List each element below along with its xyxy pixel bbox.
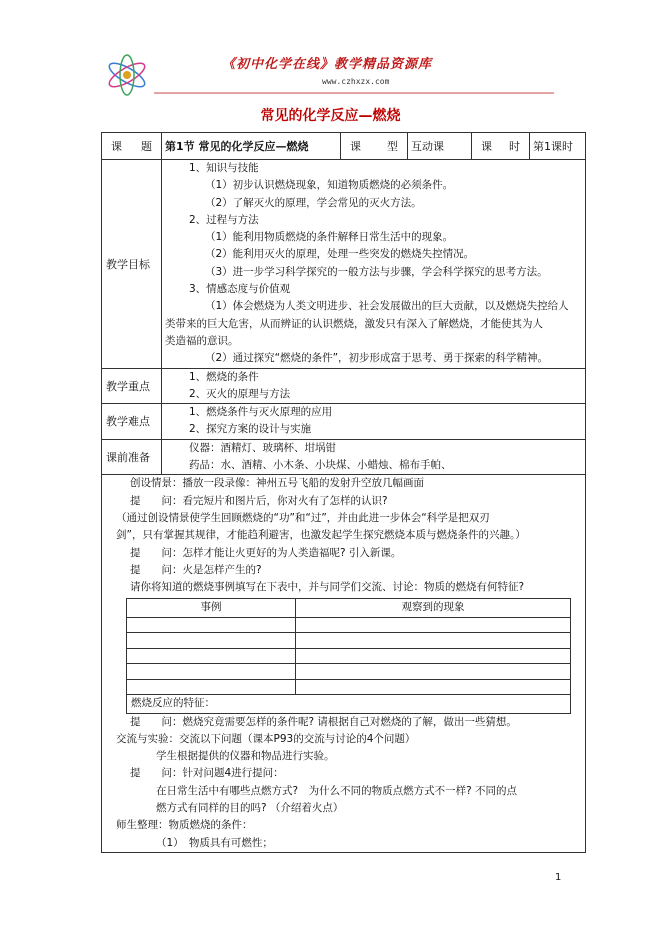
process-line: 师生整理：物质燃烧的条件：	[116, 819, 253, 832]
preparation-label: 课前准备	[102, 439, 162, 475]
cell[interactable]	[127, 633, 296, 649]
atom-logo-icon	[104, 52, 150, 98]
topic-label: 课 题	[102, 133, 162, 160]
objectives-content	[162, 160, 586, 369]
column-header: 观察到的现象	[296, 599, 571, 617]
key-points-row	[102, 368, 586, 404]
difficulty-line: 1、燃烧条件与灭火原理的应用	[189, 406, 333, 419]
lesson-plan-table	[101, 132, 586, 853]
key-point-line: 1、燃烧的条件	[189, 370, 259, 383]
process-line: 学生根据提供的仪器和物品进行实验。	[156, 750, 335, 763]
page-number: 1	[555, 872, 562, 883]
difficulties-label: 教学难点	[102, 404, 162, 440]
cell[interactable]	[127, 648, 296, 664]
process-line: 在日常生活中有哪些点燃方式? 为什么不同的物质点燃方式不一样? 不同的点	[156, 784, 517, 797]
cell[interactable]	[127, 664, 296, 680]
difficulty-line: 2、探究方案的设计与实施	[189, 423, 312, 436]
objective-line: （1）初步认识燃烧现象，知道物质燃烧的必须条件。	[205, 179, 454, 192]
observation-empty-row[interactable]	[127, 648, 571, 664]
objective-line: 3、情感态度与价值观	[189, 283, 291, 296]
combustion-features: 燃烧反应的特征：	[127, 695, 571, 713]
process-line: 交流与实验：交流以下问题（课本P93的交流与讨论的4个问题）	[116, 732, 416, 745]
key-point-line: 2、灭火的原理与方法	[189, 387, 291, 400]
objectives-label: 教学目标	[102, 160, 162, 369]
process-content	[102, 475, 586, 853]
column-header: 事例	[127, 599, 296, 617]
type-label: 课 型	[341, 133, 408, 160]
objective-line: （2）能利用灭火的原理，处理一些突发的燃烧失控情况。	[205, 248, 475, 261]
process-line: 提 问：火是怎样产生的?	[130, 563, 262, 576]
difficulties-row	[102, 404, 586, 440]
hours-label: 课 时	[472, 133, 530, 160]
process-row	[102, 475, 586, 853]
process-line: （通过创设情景使学生回顾燃烧的“功”和“过”，并由此进一步体会“科学是把双刃	[116, 511, 490, 524]
banner-url[interactable]: www.czhxzx.com	[322, 77, 390, 86]
process-line: 提 问：看完短片和图片后，你对火有了怎样的认识?	[130, 494, 388, 507]
process-line: 提 问：怎样才能让火更好的为人类造福呢? 引入新课。	[130, 546, 402, 559]
process-line: 提 问：燃烧究竟需要怎样的条件呢? 请根据自己对燃烧的了解，做出一些猜想。	[130, 715, 517, 728]
cell[interactable]	[296, 679, 571, 695]
objective-line: （3）进一步学习科学探究的一般方法与步骤，学会科学探究的思考方法。	[205, 265, 548, 278]
process-line: 请你将知道的燃烧事例填写在下表中，并与同学们交流、讨论：物质的燃烧有何特征?	[130, 581, 525, 594]
cell[interactable]	[296, 664, 571, 680]
cell[interactable]	[296, 617, 571, 633]
cell[interactable]	[127, 679, 296, 695]
objective-line: （1）体会燃烧为人类文明进步、社会发展做出的巨大贡献，以及燃烧失控给人	[205, 300, 569, 313]
banner-title: 《初中化学在线》教学精品资源库	[222, 57, 433, 72]
process-line: 提 问：针对问题4进行提问：	[130, 767, 284, 780]
process-line: （1） 物质具有可燃性；	[156, 836, 273, 849]
objective-line: 1、知识与技能	[189, 162, 259, 174]
process-line: 剑”，只有掌握其规律，才能趋利避害，也激发起学生探究燃烧本质与燃烧条件的兴趣。）	[116, 529, 526, 542]
observation-empty-row[interactable]	[127, 617, 571, 633]
banner-divider	[154, 92, 554, 94]
type-value: 互动课	[408, 133, 472, 160]
observation-header-row	[127, 599, 571, 617]
header-row	[102, 133, 586, 160]
header-banner	[104, 50, 556, 100]
cell[interactable]	[296, 633, 571, 649]
objective-line: （2）了解灭火的原理，学会常见的灭火方法。	[205, 196, 422, 209]
observation-empty-row[interactable]	[127, 679, 571, 695]
topic-value: 第1节 常见的化学反应—燃烧	[162, 133, 341, 160]
objective-line: 类造福的意识。	[165, 334, 239, 347]
page-title: 常见的化学反应—燃烧	[260, 108, 401, 124]
objective-line: （2）通过探究“燃烧的条件”，初步形成富于思考、勇于探索的科学精神。	[205, 352, 549, 365]
objective-line: 2、过程与方法	[189, 213, 259, 226]
preparation-line: 药品：水、酒精、小木条、小块煤、小蜡烛、棉布手帕、	[189, 459, 452, 472]
observation-empty-row[interactable]	[127, 664, 571, 680]
process-line: 创设情景：播放一段录像：神州五号飞船的发射升空放几幅画面	[130, 477, 424, 490]
key-points-label: 教学重点	[102, 368, 162, 404]
hours-value: 第1课时	[530, 133, 586, 160]
process-line: 燃方式有同样的目的吗? （介绍着火点）	[156, 802, 344, 814]
observation-table	[126, 598, 571, 713]
key-points-content	[162, 368, 586, 404]
difficulties-content	[162, 404, 586, 440]
preparation-line: 仪器：酒精灯、玻璃杯、坩埚钳	[189, 441, 336, 454]
objectives-row	[102, 160, 586, 369]
preparation-content	[162, 439, 586, 475]
objective-line: （1）能利用物质燃烧的条件解释日常生活中的现象。	[205, 231, 454, 244]
objective-line: 类带来的巨大危害，从而辨证的认识燃烧，激发只有深入了解燃烧，才能使其为人	[165, 317, 543, 330]
observation-empty-row[interactable]	[127, 633, 571, 649]
cell[interactable]	[127, 617, 296, 633]
observation-footer-row	[127, 695, 571, 713]
cell[interactable]	[296, 648, 571, 664]
preparation-row	[102, 439, 586, 475]
